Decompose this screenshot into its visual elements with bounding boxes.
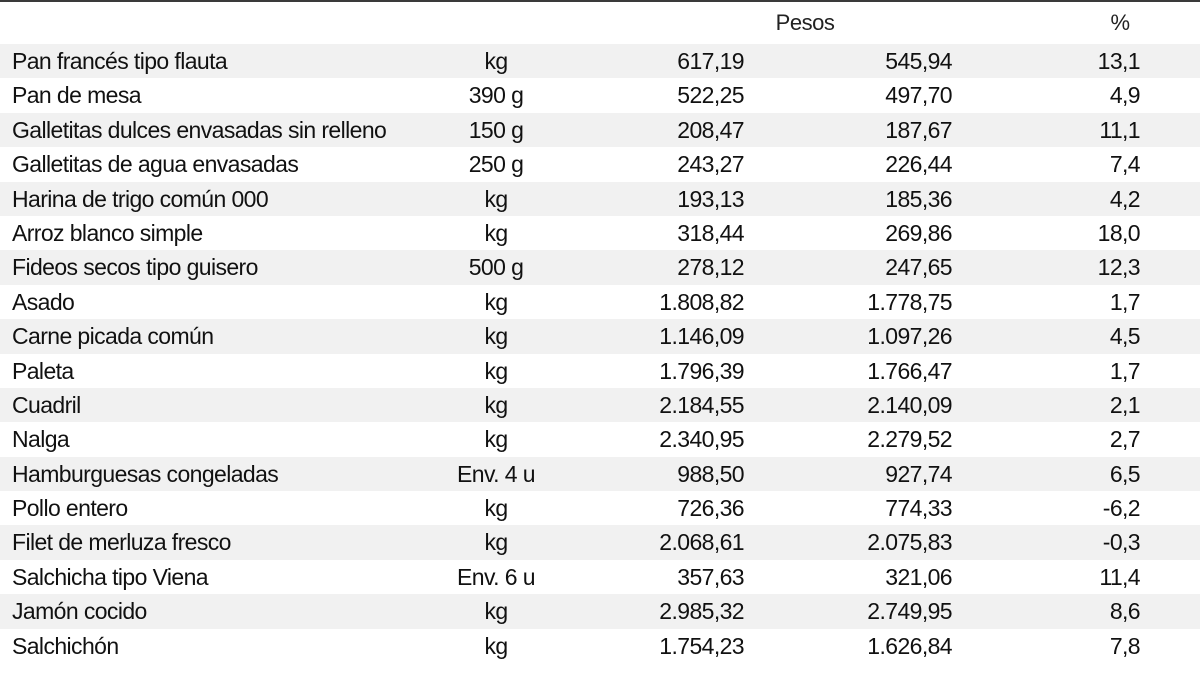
percent-change: 4,5 bbox=[1109, 323, 1140, 350]
percent-change: 7,8 bbox=[1109, 632, 1140, 659]
table-row bbox=[0, 388, 1200, 422]
table-row bbox=[0, 525, 1200, 559]
price-previous: 2.985,32 bbox=[659, 598, 744, 625]
price-table bbox=[0, 44, 1200, 663]
table-row bbox=[0, 147, 1200, 181]
unit: Env. 4 u bbox=[457, 460, 535, 487]
table-row bbox=[0, 594, 1200, 628]
header-percent: % bbox=[1110, 10, 1130, 35]
price-current: 269,86 bbox=[885, 219, 952, 246]
unit: 390 g bbox=[468, 82, 524, 109]
product-name: Carne picada común bbox=[12, 323, 214, 350]
price-previous: 357,63 bbox=[677, 563, 744, 590]
product-name: Galletitas de agua envasadas bbox=[12, 151, 299, 178]
price-current: 927,74 bbox=[885, 460, 952, 487]
product-name: Jamón cocido bbox=[12, 598, 147, 625]
table-row bbox=[0, 44, 1200, 78]
table-row bbox=[0, 560, 1200, 594]
table-header bbox=[0, 4, 1200, 42]
price-previous: 1.146,09 bbox=[659, 323, 744, 350]
percent-change: 12,3 bbox=[1097, 254, 1140, 281]
table-row bbox=[0, 113, 1200, 147]
price-previous: 617,19 bbox=[677, 48, 744, 74]
product-name: Pan de mesa bbox=[12, 82, 141, 109]
unit: kg bbox=[484, 529, 508, 556]
unit: kg bbox=[484, 391, 508, 418]
price-previous: 988,50 bbox=[677, 460, 744, 487]
product-name: Harina de trigo común 000 bbox=[12, 185, 269, 212]
percent-change: 4,9 bbox=[1109, 82, 1140, 109]
price-current: 497,70 bbox=[885, 82, 952, 109]
table-row bbox=[0, 216, 1200, 250]
price-previous: 243,27 bbox=[677, 151, 744, 178]
table-row bbox=[0, 354, 1200, 388]
price-previous: 2.340,95 bbox=[659, 426, 744, 453]
product-name: Arroz blanco simple bbox=[12, 219, 203, 246]
price-previous: 2.184,55 bbox=[659, 391, 744, 418]
product-name: Hamburguesas congeladas bbox=[12, 460, 279, 487]
unit: 250 g bbox=[468, 151, 524, 178]
table-row bbox=[0, 319, 1200, 353]
price-current: 185,36 bbox=[885, 185, 952, 212]
product-name: Nalga bbox=[12, 426, 70, 453]
percent-change: -6,2 bbox=[1102, 495, 1140, 522]
unit: kg bbox=[484, 426, 508, 453]
top-rule bbox=[0, 0, 1200, 2]
price-current: 2.140,09 bbox=[867, 391, 952, 418]
unit: Env. 6 u bbox=[457, 563, 535, 590]
price-current: 2.749,95 bbox=[867, 598, 952, 625]
percent-change: 11,1 bbox=[1099, 116, 1140, 143]
percent-change: 2,1 bbox=[1109, 391, 1140, 418]
unit: kg bbox=[484, 219, 508, 246]
price-current: 1.626,84 bbox=[867, 632, 952, 659]
price-current: 774,33 bbox=[885, 495, 952, 522]
price-previous: 1.754,23 bbox=[659, 632, 744, 659]
percent-change: 1,7 bbox=[1109, 288, 1140, 315]
product-name: Cuadril bbox=[12, 391, 81, 418]
price-current: 187,67 bbox=[885, 116, 952, 143]
product-name: Filet de merluza fresco bbox=[12, 529, 231, 556]
unit: kg bbox=[484, 288, 508, 315]
unit: kg bbox=[484, 323, 508, 350]
product-name: Pollo entero bbox=[12, 495, 128, 522]
product-name: Asado bbox=[12, 288, 75, 315]
price-current: 1.766,47 bbox=[867, 357, 952, 384]
unit: 150 g bbox=[468, 116, 524, 143]
unit: kg bbox=[484, 357, 508, 384]
unit: kg bbox=[484, 598, 508, 625]
unit: kg bbox=[484, 185, 508, 212]
percent-change: 13,1 bbox=[1097, 48, 1140, 74]
table-row bbox=[0, 422, 1200, 456]
price-previous: 726,36 bbox=[677, 495, 744, 522]
price-previous: 193,13 bbox=[677, 185, 744, 212]
product-name: Fideos secos tipo guisero bbox=[12, 254, 258, 281]
percent-change: 7,4 bbox=[1109, 151, 1140, 178]
product-name: Pan francés tipo flauta bbox=[12, 48, 228, 74]
product-name: Salchichón bbox=[12, 632, 119, 659]
product-name: Salchicha tipo Viena bbox=[12, 563, 208, 590]
price-current: 1.097,26 bbox=[867, 323, 952, 350]
table-row bbox=[0, 285, 1200, 319]
price-current: 247,65 bbox=[885, 254, 952, 281]
header-pesos: Pesos bbox=[775, 10, 835, 35]
table-row bbox=[0, 78, 1200, 112]
price-previous: 2.068,61 bbox=[659, 529, 744, 556]
price-previous: 318,44 bbox=[677, 219, 744, 246]
price-current: 1.778,75 bbox=[867, 288, 952, 315]
price-previous: 1.796,39 bbox=[659, 357, 744, 384]
unit: kg bbox=[484, 495, 508, 522]
percent-change: 18,0 bbox=[1097, 219, 1140, 246]
percent-change: 4,2 bbox=[1109, 185, 1140, 212]
percent-change: 8,6 bbox=[1109, 598, 1140, 625]
percent-change: 11,4 bbox=[1099, 563, 1140, 590]
price-previous: 278,12 bbox=[677, 254, 744, 281]
product-name: Galletitas dulces envasadas sin relleno bbox=[12, 116, 387, 143]
price-current: 2.279,52 bbox=[867, 426, 952, 453]
table-row bbox=[0, 250, 1200, 284]
price-current: 321,06 bbox=[885, 563, 952, 590]
percent-change: 1,7 bbox=[1109, 357, 1140, 384]
price-current: 545,94 bbox=[885, 48, 952, 74]
unit: kg bbox=[484, 632, 508, 659]
unit: 500 g bbox=[468, 254, 524, 281]
table-row bbox=[0, 182, 1200, 216]
unit: kg bbox=[484, 48, 508, 74]
product-name: Paleta bbox=[12, 357, 74, 384]
price-previous: 1.808,82 bbox=[659, 288, 744, 315]
percent-change: 6,5 bbox=[1109, 460, 1140, 487]
price-previous: 522,25 bbox=[677, 82, 744, 109]
price-current: 2.075,83 bbox=[867, 529, 952, 556]
table-row bbox=[0, 491, 1200, 525]
price-current: 226,44 bbox=[885, 151, 952, 178]
percent-change: 2,7 bbox=[1109, 426, 1140, 453]
price-previous: 208,47 bbox=[677, 116, 744, 143]
percent-change: -0,3 bbox=[1102, 529, 1140, 556]
table-row bbox=[0, 629, 1200, 663]
table-row bbox=[0, 457, 1200, 491]
